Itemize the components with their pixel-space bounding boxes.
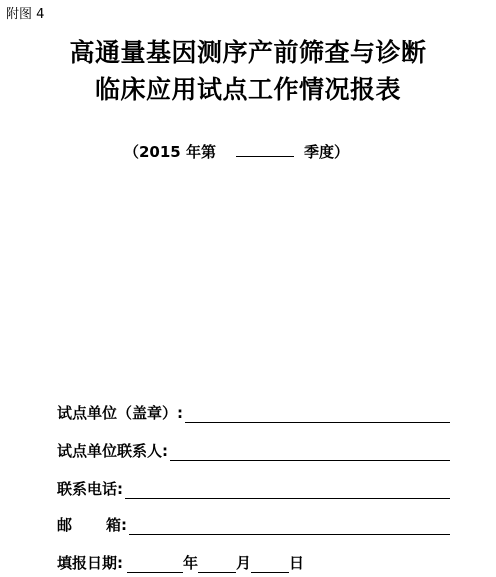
fill-date-field [57, 552, 304, 573]
fill-date-label: 填报日期: [57, 554, 123, 572]
email-label-b: 箱: [106, 516, 128, 534]
email-blank[interactable] [129, 518, 450, 535]
unit-blank[interactable] [185, 406, 450, 423]
contact-field [57, 440, 450, 461]
phone-label: 联系电话: [57, 480, 123, 498]
document-title-line1: 高通量基因测序产前筛查与诊断 [69, 38, 427, 67]
attachment-label: 附图 4 [6, 7, 45, 22]
unit-field [57, 402, 450, 423]
unit-label: 试点单位（盖章）: [57, 404, 183, 422]
document-title-line2: 临床应用试点工作情况报表 [94, 75, 401, 104]
quarter-suffix: 季度） [303, 143, 349, 161]
email-field [57, 514, 450, 535]
quarter-prefix: （2015 年第 [124, 143, 216, 161]
phone-blank[interactable] [125, 482, 450, 499]
contact-label: 试点单位联系人: [57, 442, 168, 460]
month-label: 月 [236, 554, 252, 572]
email-label-a: 邮 [57, 516, 73, 534]
year-blank[interactable] [127, 556, 183, 573]
year-label: 年 [183, 554, 199, 572]
day-label: 日 [289, 554, 305, 572]
day-blank[interactable] [251, 556, 289, 573]
quarter-blank[interactable] [236, 144, 294, 157]
contact-blank[interactable] [170, 444, 450, 461]
month-blank[interactable] [198, 556, 236, 573]
phone-field [57, 478, 450, 499]
quarter-line [124, 141, 349, 162]
